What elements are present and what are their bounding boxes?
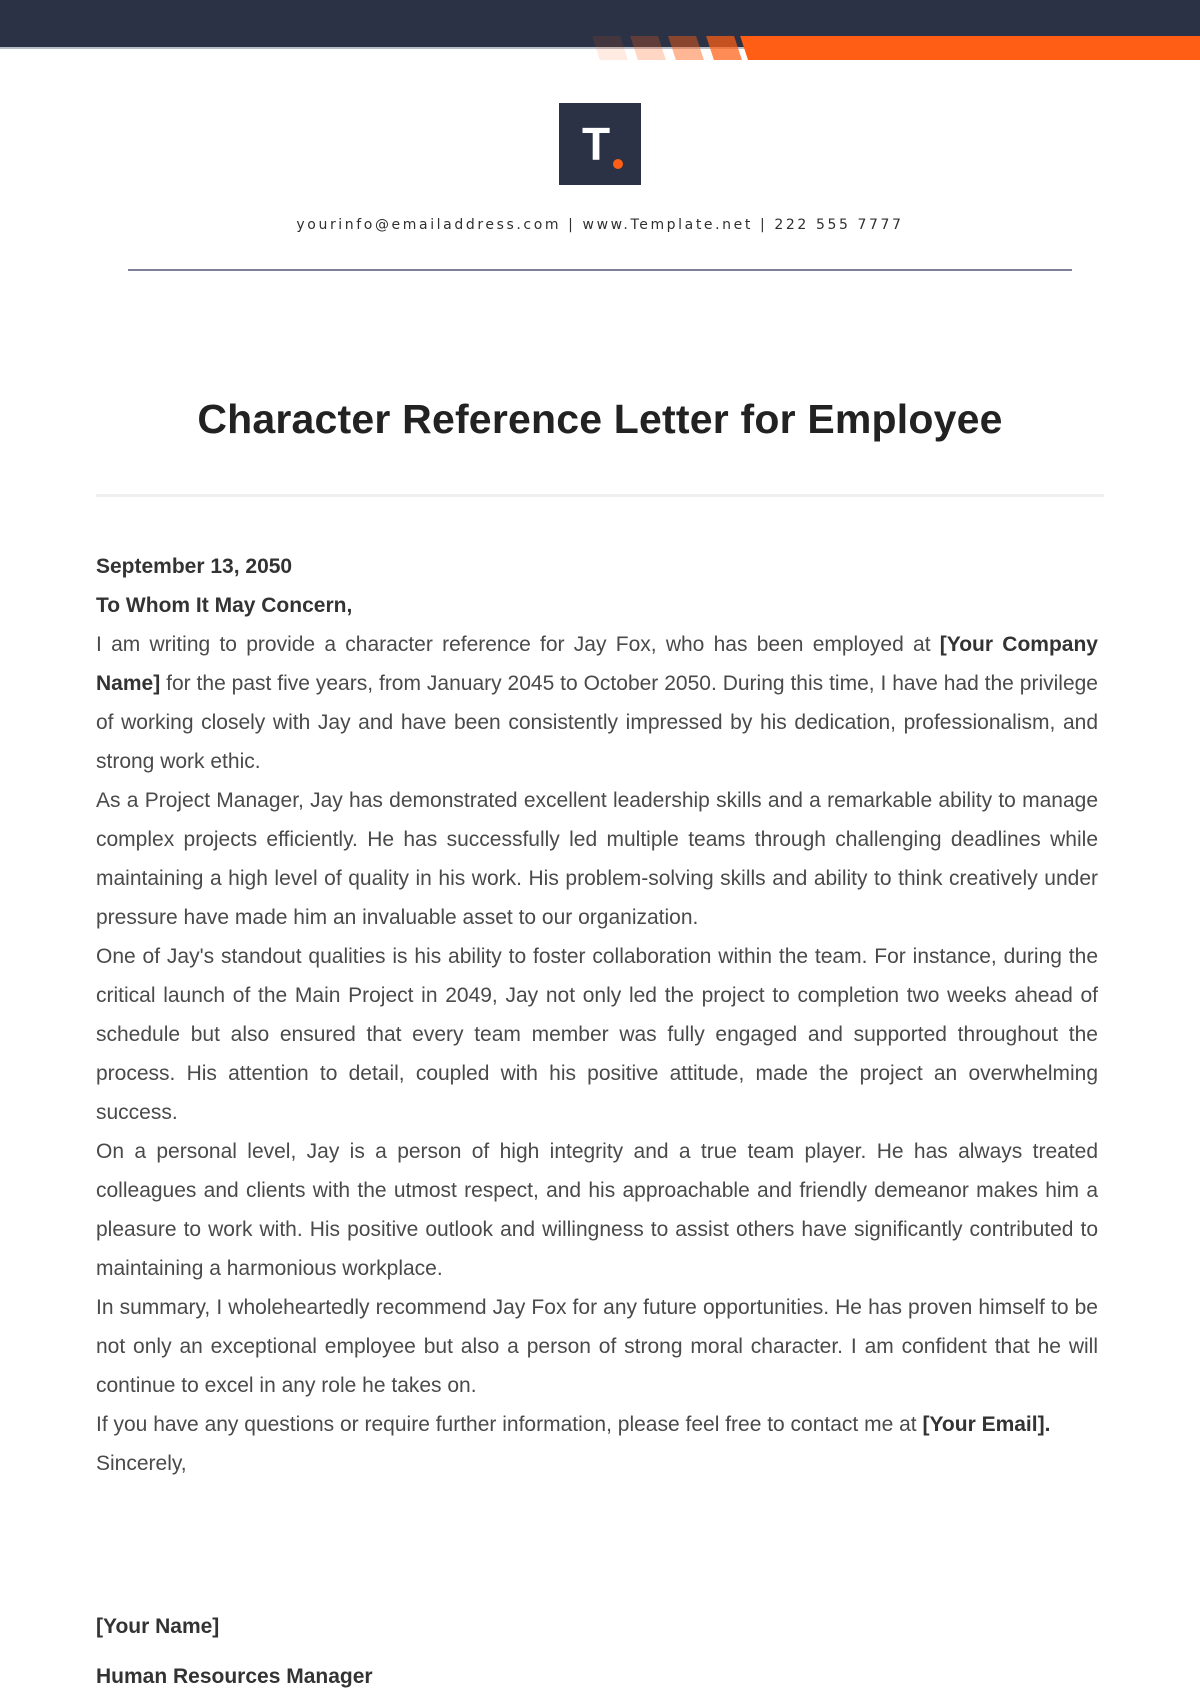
template-logo-icon	[559, 103, 641, 185]
email-placeholder: [Your Email].	[922, 1413, 1051, 1436]
paragraph-contact	[96, 1405, 1098, 1444]
title-divider	[96, 494, 1104, 497]
letter-body	[96, 547, 1098, 1483]
paragraph-role: As a Project Manager, Jay has demonstrated excellent leadership skills and a remarkable ability to manage complex projects efficiently. He has successfully led multiple teams through challenging deadlines while maintaining a high level of quality in his work. His problem-solving skills and ability to think creatively under pressure have made him an invaluable asset to our organization.	[96, 789, 1098, 929]
letter-date: September 13, 2050	[96, 555, 293, 578]
contact-info: yourinfo@emailaddress.com | www.Template.net | 222 555 7777	[296, 217, 904, 233]
paragraph-text: I am writing to provide a character reference for Jay Fox, who has been employed at	[96, 633, 940, 656]
salutation: To Whom It May Concern,	[96, 594, 353, 617]
company-name-placeholder: [Your Company Name]	[96, 633, 1098, 695]
signature-name: [Your Name]	[96, 1615, 220, 1638]
paragraph-intro	[96, 625, 1098, 781]
header-divider	[128, 269, 1072, 271]
accent-bar-fill	[760, 36, 1200, 60]
logo-letter: T	[581, 118, 611, 170]
paragraph-text: for the past five years, from January 2045 to October 2050. During this time, I have had the privilege of working closely with Jay and have been consistently impressed by his dedication, professionalism, and strong work ethic.	[96, 672, 1098, 773]
paragraph-text: If you have any questions or require further information, please feel free to contact me at	[96, 1413, 923, 1436]
paragraph-summary: In summary, I wholeheartedly recommend Jay Fox for any future opportunities. He has proven himself to be not only an exceptional employee but also a person of strong moral character. I am confident that he will continue to excel in any role he takes on.	[96, 1296, 1098, 1397]
logo-dot	[613, 159, 623, 169]
signature-title: Human Resources Manager	[96, 1665, 373, 1688]
document-title: Character Reference Letter for Employee	[197, 396, 1003, 442]
paragraph-personal: On a personal level, Jay is a person of high integrity and a true team player. He has always treated colleagues and clients with the utmost respect, and his approachable and friendly demeanor makes him a pleasure to work with. His positive outlook and willingness to assist others have significantly contributed to maintaining a harmonious workplace.	[96, 1140, 1098, 1280]
closing: Sincerely,	[96, 1452, 187, 1475]
paragraph-collaboration: One of Jay's standout qualities is his ability to foster collaboration within the team. For instance, during the critical launch of the Main Project in 2049, Jay not only led the project to completion two weeks ahead of schedule but also ensured that every team member was fully engaged and supported throughout the process. His attention to detail, coupled with his positive attitude, made the project an overwhelming success.	[96, 945, 1098, 1124]
